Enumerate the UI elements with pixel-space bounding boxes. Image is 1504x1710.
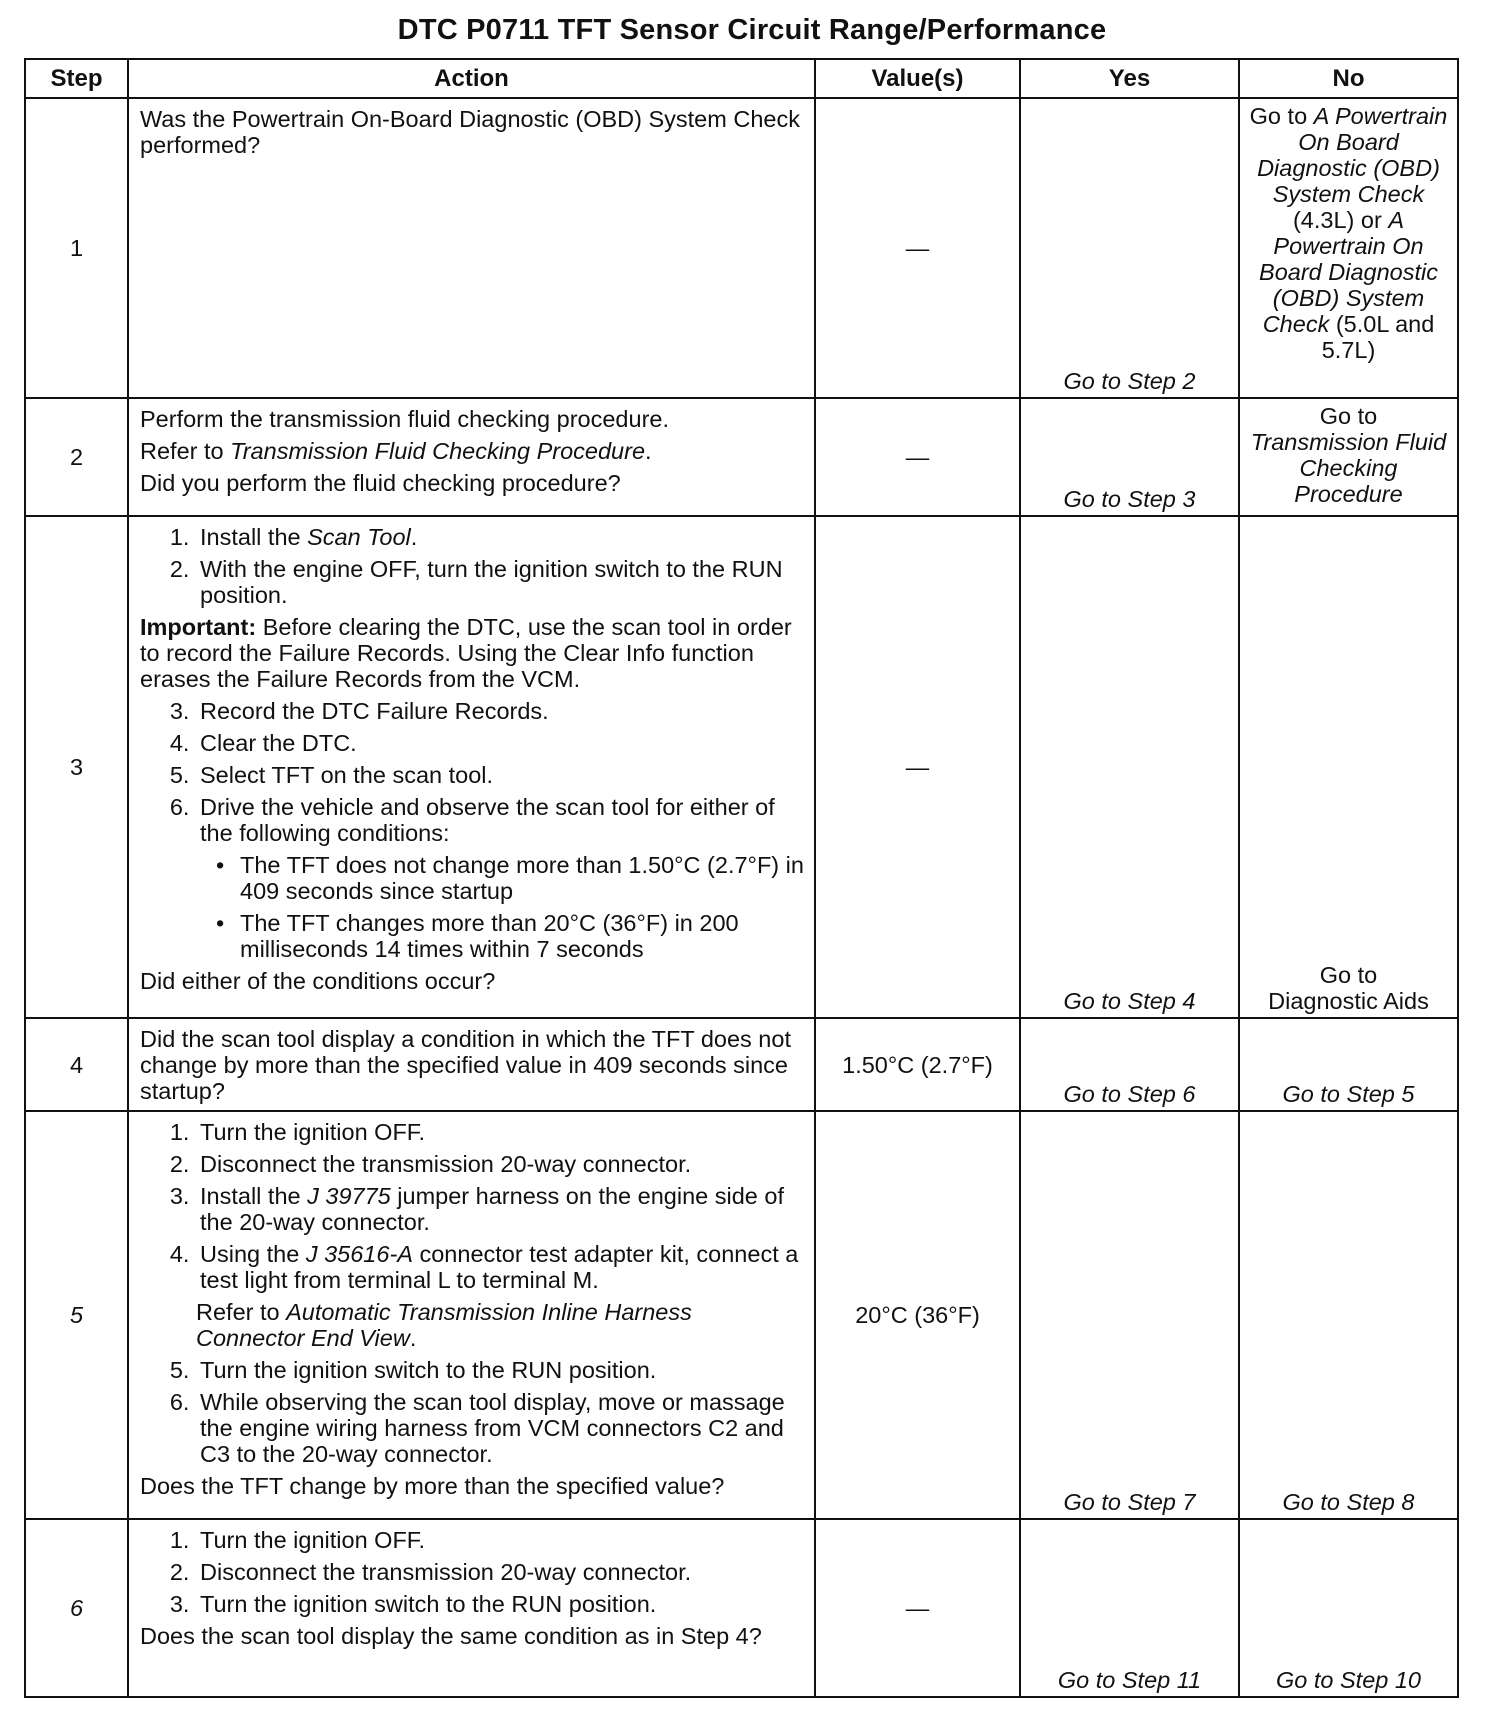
- condition-list: [200, 852, 804, 962]
- action-question: Does the TFT change by more than the specified value?: [140, 1473, 725, 1499]
- table-header-row: [25, 59, 1458, 98]
- value-cell: —: [815, 1519, 1020, 1697]
- action-steps: [140, 698, 804, 962]
- action-step: 5. Select TFT on the scan tool.: [196, 762, 804, 788]
- value-cell: 1.50°C (2.7°F): [815, 1018, 1020, 1111]
- action-line: Perform the transmission fluid checking procedure.: [140, 406, 669, 432]
- no-text: Go to: [1249, 103, 1314, 129]
- no-text: (4.3L) or: [1292, 207, 1389, 233]
- no-cell: Go to Step 8: [1239, 1111, 1458, 1519]
- important-label: Important:: [140, 614, 257, 640]
- value-cell: —: [815, 398, 1020, 516]
- no-cell: [1239, 98, 1458, 398]
- reference-link: Transmission Fluid Checking Procedure: [230, 438, 646, 464]
- action-step: 6. Drive the vehicle and observe the scan tool for either of the following conditions: • The TFT does not change more than 1.50°C (2.7°F) in 409 seconds since startup • The TFT changes more than 20°C (36°F) in 200 milliseconds 14 times within 7 seconds: [196, 794, 804, 962]
- header-yes: Yes: [1020, 59, 1239, 98]
- action-step: 3. Turn the ignition switch to the RUN position.: [196, 1591, 804, 1617]
- no-cell: [1239, 516, 1458, 1018]
- action-step: 2. With the engine OFF, turn the ignition switch to the RUN position.: [196, 556, 804, 608]
- condition-item: • The TFT does not change more than 1.50°C (2.7°F) in 409 seconds since startup: [236, 852, 804, 904]
- value-cell: 20°C (36°F): [815, 1111, 1020, 1519]
- header-step: Step: [25, 59, 128, 98]
- table-row: [25, 1111, 1458, 1519]
- no-cell: Go to Step 10: [1239, 1519, 1458, 1697]
- yes-cell: Go to Step 7: [1020, 1111, 1239, 1519]
- action-step: 6. While observing the scan tool display, move or massage the engine wiring harness from VCM connectors C2 and C3 to the 20-way connector.: [196, 1389, 804, 1467]
- action-line: [140, 438, 804, 464]
- no-text: Go to: [1319, 403, 1378, 429]
- header-no: No: [1239, 59, 1458, 98]
- no-text: (5.0L and 5.7L): [1321, 311, 1435, 363]
- action-text: Refer to: [140, 438, 231, 464]
- step-number: 1: [25, 98, 128, 398]
- action-cell: [128, 398, 815, 516]
- step-number: 6: [25, 1519, 128, 1697]
- action-cell: [128, 516, 815, 1018]
- action-question: Did either of the conditions occur?: [140, 968, 496, 994]
- action-step: 3. Install the J 39775 jumper harness on the engine side of the 20-way connector.: [196, 1183, 804, 1235]
- header-values: Value(s): [815, 59, 1020, 98]
- yes-cell: Go to Step 11: [1020, 1519, 1239, 1697]
- action-cell: [128, 1111, 815, 1519]
- action-cell: [128, 1519, 815, 1697]
- no-text: Diagnostic Aids: [1268, 988, 1429, 1014]
- no-cell: [1239, 398, 1458, 516]
- yes-cell: Go to Step 4: [1020, 516, 1239, 1018]
- action-step: 2. Disconnect the transmission 20-way connector.: [196, 1559, 804, 1585]
- action-cell: [128, 98, 815, 398]
- reference-note: Refer to Automatic Transmission Inline Harness Connector End View.: [196, 1299, 692, 1351]
- action-step: 3. Record the DTC Failure Records.: [196, 698, 804, 724]
- action-steps: [140, 1119, 804, 1293]
- no-link: A Powertrain On Board Diagnostic (OBD) System Check: [1259, 207, 1438, 337]
- no-link: Transmission Fluid Checking Procedure: [1250, 429, 1447, 507]
- reference-link: Automatic Transmission Inline Harness Connector End View: [196, 1299, 692, 1351]
- value-cell: —: [815, 98, 1020, 398]
- no-text: Go to: [1319, 962, 1378, 988]
- tool-reference: J 39775: [307, 1183, 391, 1209]
- action-question: Did you perform the fluid checking procedure?: [140, 470, 621, 496]
- step-number: 5: [25, 1111, 128, 1519]
- action-step: 1. Install the Scan Tool.: [196, 524, 804, 550]
- action-steps: [140, 1527, 804, 1617]
- table-row: [25, 1018, 1458, 1111]
- value-cell: —: [815, 516, 1020, 1018]
- yes-cell: Go to Step 2: [1020, 98, 1239, 398]
- action-question: Does the scan tool display the same condition as in Step 4?: [140, 1623, 762, 1649]
- action-step: 5. Turn the ignition switch to the RUN position.: [196, 1357, 804, 1383]
- step-number: 4: [25, 1018, 128, 1111]
- important-note: Important: Before clearing the DTC, use the scan tool in order to record the Failure Records. Using the Clear Info function erases the Failure Records from the VCM.: [140, 614, 792, 692]
- action-step: 2. Disconnect the transmission 20-way connector.: [196, 1151, 804, 1177]
- action-steps: [140, 1357, 804, 1467]
- table-row: [25, 98, 1458, 398]
- action-step: 4. Clear the DTC.: [196, 730, 804, 756]
- action-text: Was the Powertrain On-Board Diagnostic (OBD) System Check performed?: [140, 106, 800, 158]
- action-text: .: [645, 438, 652, 464]
- page-title: DTC P0711 TFT Sensor Circuit Range/Performance: [397, 14, 1107, 46]
- yes-cell: Go to Step 6: [1020, 1018, 1239, 1111]
- action-step: 1. Turn the ignition OFF.: [196, 1119, 804, 1145]
- action-steps: [140, 524, 804, 608]
- table-row: [25, 1519, 1458, 1697]
- no-cell: Go to Step 5: [1239, 1018, 1458, 1111]
- step-number: 3: [25, 516, 128, 1018]
- action-step: 1. Turn the ignition OFF.: [196, 1527, 804, 1553]
- step-number: 2: [25, 398, 128, 516]
- table-row: [25, 398, 1458, 516]
- header-action: Action: [128, 59, 815, 98]
- tool-reference: J 35616-A: [305, 1241, 413, 1267]
- action-step: 4. Using the J 35616-A connector test adapter kit, connect a test light from terminal L to terminal M.: [196, 1241, 804, 1293]
- no-link: A Powertrain On Board Diagnostic (OBD) System Check: [1257, 103, 1448, 207]
- condition-item: • The TFT changes more than 20°C (36°F) in 200 milliseconds 14 times within 7 seconds: [236, 910, 804, 962]
- table-row: [25, 516, 1458, 1018]
- diagnostic-table: [24, 58, 1459, 1698]
- action-text: Did the scan tool display a condition in which the TFT does not change by more than the specified value in 409 seconds since startup?: [140, 1026, 791, 1104]
- yes-cell: Go to Step 3: [1020, 398, 1239, 516]
- action-cell: [128, 1018, 815, 1111]
